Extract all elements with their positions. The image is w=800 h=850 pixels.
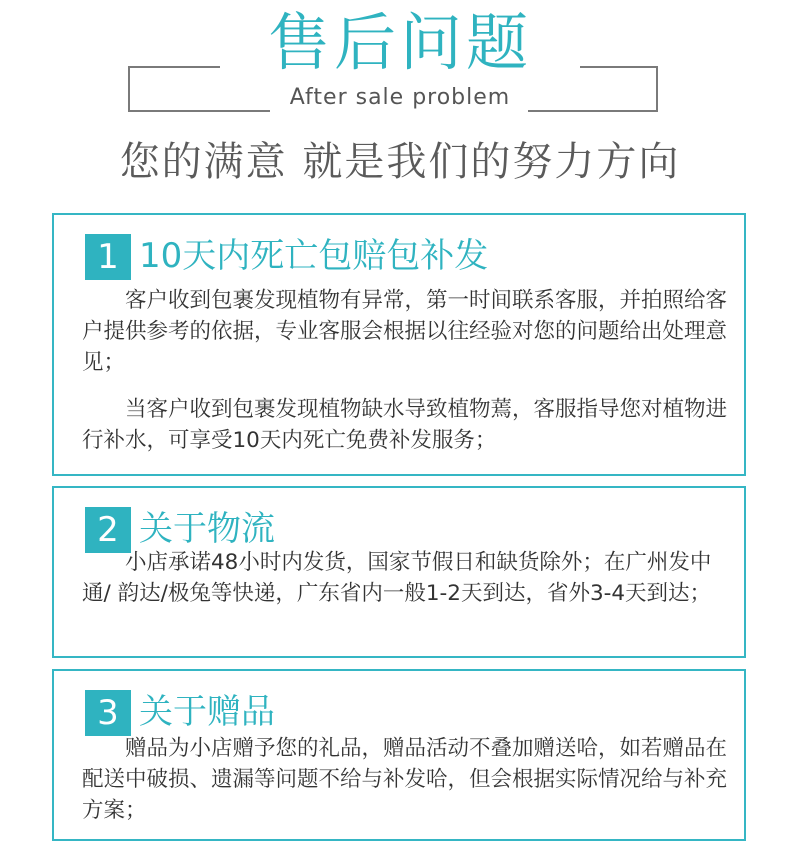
section-refund <box>52 213 746 476</box>
section-paragraph: 赠品为小店赠予您的礼品，赠品活动不叠加赠送哈，如若赠品在配送中破损、遗漏等问题不给与补发哈，但会根据实际情况给与补充方案； <box>82 736 728 823</box>
section-title: 关于赠品 <box>139 692 275 732</box>
section-logistics <box>52 486 746 658</box>
slogan: 您的满意 就是我们的努力方向 <box>119 139 681 185</box>
section-title: 关于物流 <box>139 509 275 549</box>
title-frame-right-top <box>580 66 658 68</box>
title-frame-left-top <box>128 66 220 68</box>
section-gifts <box>52 669 746 841</box>
page-subtitle: After sale problem <box>289 85 511 110</box>
section-paragraph: 客户收到包裹发现植物有异常，第一时间联系客服，并拍照给客户提供参考的依据，专业客服会根据以往经验对您的问题给出处理意见； <box>82 288 728 375</box>
page-title: 售后问题 <box>267 6 532 79</box>
section-number: 3 <box>85 690 131 736</box>
section-number: 1 <box>85 234 131 280</box>
section-paragraph: 小店承诺48小时内发货，国家节假日和缺货除外；在广州发中通/ 韵达/极兔等快递，广东省内一般1-2天到达，省外3-4天到达； <box>82 550 712 606</box>
page-header <box>0 0 800 120</box>
section-paragraph: 当客户收到包裹发现植物缺水导致植物蔫，客服指导您对植物进行补水，可享受10天内死亡免费补发服务； <box>82 397 728 453</box>
section-title: 10天内死亡包赔包补发 <box>139 236 489 276</box>
section-number: 2 <box>85 507 131 553</box>
